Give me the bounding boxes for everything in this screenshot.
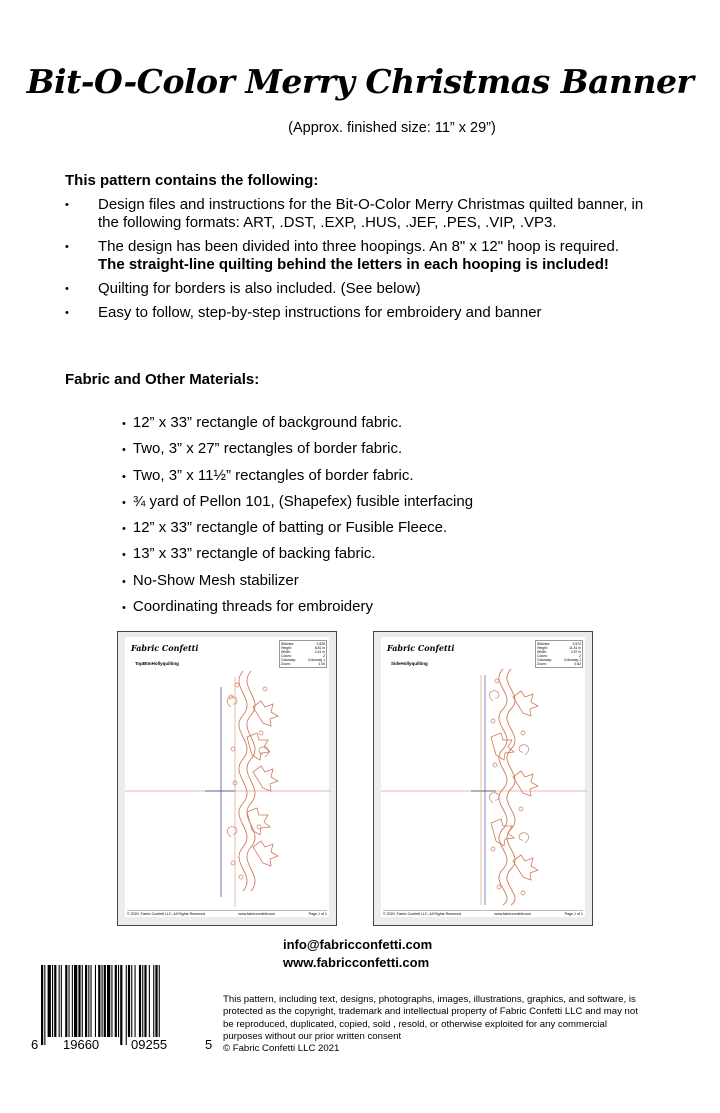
bullet-icon: •: [122, 523, 126, 536]
list-item-text: Design files and instructions for the Bit-O-Color Merry Christmas quilted banner, in the following formats: ART, .DST, .EXP, .HUS, .JEF, .PES, .VIP, .VP3.: [98, 196, 644, 231]
barcode-bar: [74, 965, 77, 1037]
barcode-bar: [135, 965, 136, 1037]
barcode-bar: [155, 965, 157, 1037]
list-item: [65, 280, 665, 298]
stat-row: Zoom: 1.00: [281, 662, 325, 666]
barcode-bars: [27, 963, 217, 1053]
pattern-title: Bit-O-Color Merry Christmas Banner: [26, 62, 694, 101]
barcode-bar: [118, 965, 119, 1037]
contents-list: [65, 196, 665, 328]
barcode-digit: 09255: [131, 1037, 168, 1052]
barcode-bar: [95, 965, 96, 1037]
barcode-bar: [107, 965, 110, 1037]
barcode-bar: [120, 965, 122, 1045]
design-sheet-page: [125, 637, 329, 917]
list-item: [65, 304, 665, 322]
contact-website[interactable]: www.fabricconfetti.com: [283, 955, 430, 970]
bullet-icon: •: [65, 199, 69, 211]
bullet-icon: •: [122, 496, 126, 509]
barcode-digit: 19660: [63, 1037, 100, 1052]
design-file-name: TopBtmHollyquilting: [135, 661, 179, 666]
barcode-bar: [85, 965, 87, 1037]
list-item-text: No-Show Mesh stabilizer: [132, 571, 299, 589]
barcode-bar: [126, 965, 127, 1045]
barcode-bar: [72, 965, 73, 1037]
stat-row: Colorway: Colorway 1: [537, 658, 581, 662]
copyright-line: © Fabric Confetti LLC 2021: [223, 1043, 340, 1055]
bullet-icon: •: [65, 241, 69, 253]
barcode-bar: [149, 965, 150, 1037]
materials-heading: Fabric and Other Materials:: [65, 371, 260, 388]
sheet-footer: © 2020, Fabric Confetti LLC, All Rights Reserved www.fabricconfetti.com Page 1 of 1: [383, 912, 583, 916]
bullet-icon: •: [65, 307, 69, 319]
design-sheet-page: [381, 637, 585, 917]
barcode-bar: [131, 965, 132, 1037]
barcode-digit: 6: [31, 1037, 39, 1052]
list-item: [65, 196, 665, 232]
list-item-text: Quilting for borders is also included. (See below): [98, 280, 421, 297]
barcode-bar: [52, 965, 53, 1037]
barcode-bar: [139, 965, 141, 1037]
holly-vine-quilting-design: [381, 637, 587, 919]
list-item: [122, 410, 473, 436]
design-file-name: SideHollyquilting: [391, 661, 428, 666]
list-item-emphasis: The straight-line quilting behind the letters in each hooping is included!: [98, 256, 609, 273]
list-item: [122, 541, 473, 567]
list-item-text: The design has been divided into three hoopings. An 8" x 12" hoop is required.: [98, 238, 620, 255]
list-item: [122, 489, 473, 515]
bullet-icon: •: [65, 283, 69, 295]
stat-row: Stitches: 2,825: [281, 642, 325, 646]
contents-heading: This pattern contains the following:: [65, 172, 319, 189]
list-item: [65, 238, 665, 274]
barcode-bar: [54, 965, 56, 1037]
list-item-text: Easy to follow, step-by-step instructions for embroidery and banner: [98, 304, 542, 321]
sheet-footer: © 2020, Fabric Confetti LLC, All Rights Reserved www.fabricconfetti.com Page 1 of 1: [127, 912, 327, 916]
legal-text: This pattern, including text, designs, photographs, images, illustrations, graphics, and software, is protected as the copyright, trademark and intellectual property of Fabric Confetti LLC and may not be reproduced, duplicated, copied, sold , resold, or otherwise exploited for any commercial purposes without our prior written consent: [223, 994, 638, 1042]
stat-row: Colors: 2: [281, 654, 325, 658]
list-item: [122, 463, 473, 489]
list-item: [122, 568, 473, 594]
list-item: [122, 436, 473, 462]
barcode-bar: [111, 965, 112, 1037]
holly-vine-quilting-design: [125, 637, 331, 919]
barcode-bar: [41, 965, 43, 1045]
list-item-text: ¾ yard of Pellon 101, (Shapefex) fusible interfacing: [132, 492, 474, 510]
list-item: [122, 594, 473, 620]
stat-row: Height: 8.81 in: [281, 646, 325, 650]
barcode-bar: [82, 965, 83, 1037]
list-item-text: Two, 3” x 11½” rectangles of border fabric.: [132, 466, 414, 484]
stat-row: Width: 2.57 in: [537, 650, 581, 654]
barcode-bar: [98, 965, 100, 1037]
list-item-text: Two, 3” x 27” rectangles of border fabric.: [132, 440, 403, 458]
barcode-bar: [69, 965, 70, 1037]
bullet-icon: •: [122, 575, 126, 588]
barcode-bar: [91, 965, 92, 1037]
list-item-text: 12” x 33” rectangle of batting or Fusible Fleece.: [132, 519, 448, 537]
barcode-bar: [153, 965, 154, 1037]
fabric-confetti-logo: Fabric Confetti: [387, 643, 455, 653]
materials-list: [122, 410, 473, 620]
stat-row: Colorway: Colorway 1: [281, 658, 325, 662]
fabric-confetti-logo: Fabric Confetti: [131, 643, 199, 653]
barcode-bar: [61, 965, 62, 1037]
barcode-bar: [142, 965, 143, 1037]
barcode-bar: [115, 965, 117, 1037]
finished-size-note: (Approx. finished size: 11” x 29”): [288, 120, 496, 136]
barcode-bar: [65, 965, 67, 1037]
barcode-bar: [44, 965, 45, 1045]
contact-email[interactable]: info@fabricconfetti.com: [283, 937, 433, 952]
barcode-bar: [48, 965, 51, 1037]
stat-row: Height: 11.51 in: [537, 646, 581, 650]
barcode-bar: [78, 965, 80, 1037]
stat-row: Colors: 2: [537, 654, 581, 658]
barcode-bar: [102, 965, 103, 1037]
copyright-notice: [223, 994, 643, 1055]
list-item-text: Coordinating threads for embroidery: [132, 598, 373, 616]
list-item: [122, 515, 473, 541]
bullet-icon: •: [122, 444, 126, 457]
barcode-digit: 5: [205, 1037, 213, 1052]
bullet-icon: •: [122, 602, 126, 615]
upc-barcode: [27, 963, 217, 1053]
barcode-bar: [59, 965, 60, 1037]
bullet-icon: •: [122, 470, 126, 483]
bullet-icon: •: [122, 549, 126, 562]
barcode-bar: [144, 965, 146, 1037]
bullet-icon: •: [122, 418, 126, 430]
list-item-text: 13” x 33” rectangle of backing fabric.: [132, 545, 376, 563]
stat-row: Zoom: 0.82: [537, 662, 581, 666]
barcode-bar: [128, 965, 130, 1037]
design-sheet-side: [373, 631, 593, 926]
design-sheet-topbtm: [117, 631, 337, 926]
stat-row: Stitches: 3,572: [537, 642, 581, 646]
barcode-bar: [104, 965, 106, 1037]
barcode-bar: [88, 965, 89, 1037]
stat-row: Width: 2.41 in: [281, 650, 325, 654]
list-item-text: 12” x 33” rectangle of background fabric.: [132, 414, 403, 431]
barcode-bar: [159, 965, 160, 1037]
